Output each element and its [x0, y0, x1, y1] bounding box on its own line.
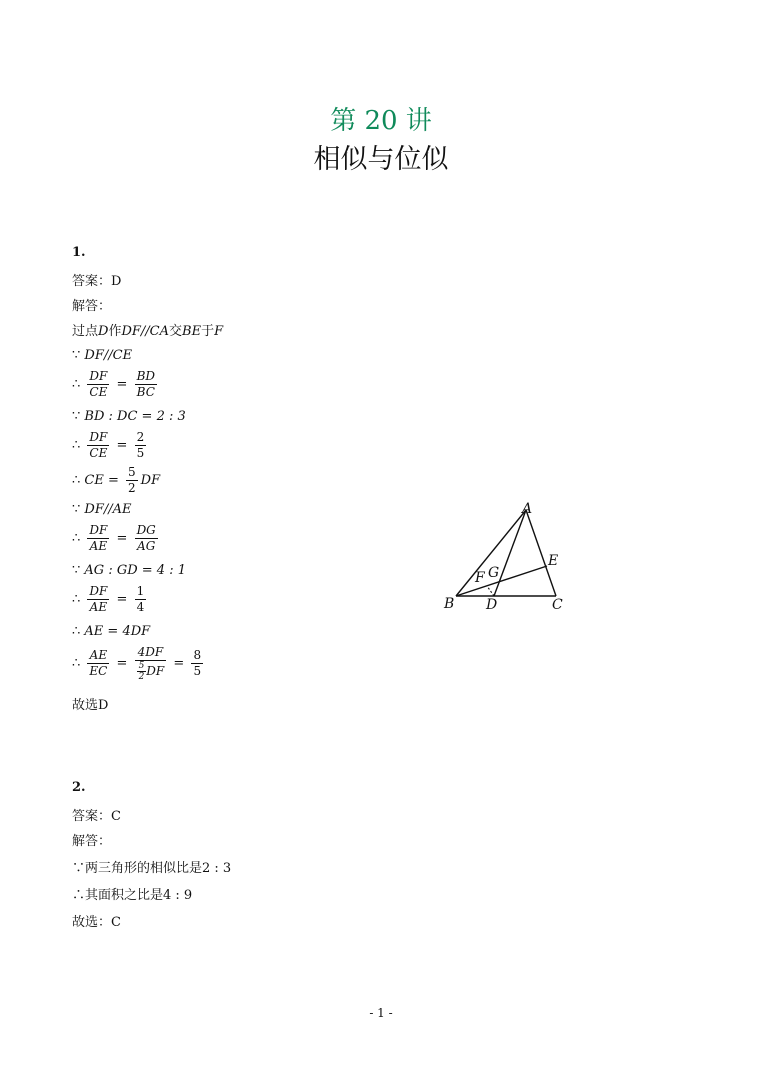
- numerator: BD: [136, 369, 156, 383]
- label-g: G: [488, 565, 500, 581]
- step-6: [72, 502, 132, 517]
- step-expr: DF//AE: [84, 502, 132, 517]
- question-1-answer: 答案：D: [72, 274, 122, 289]
- denominator: AE: [89, 539, 108, 553]
- step-expr: BD : DC = 2 : 3: [84, 409, 186, 424]
- fraction: [87, 523, 109, 554]
- numerator: 1: [136, 584, 145, 598]
- lecture-title: 相似与位似: [313, 144, 449, 175]
- numerator: 5: [128, 465, 136, 479]
- fraction: [87, 584, 109, 615]
- parallel-expr: DF//CA: [121, 324, 170, 339]
- step-rhs: DF: [140, 473, 161, 488]
- denominator: CE: [89, 446, 108, 460]
- numerator: 4DF: [135, 645, 167, 661]
- question-2-step-2: ∴其面积之比是4 : 9: [72, 888, 193, 903]
- numerator: DF: [89, 523, 108, 537]
- question-1-number: 1.: [72, 245, 86, 260]
- text: 于: [201, 324, 215, 339]
- point-f: F: [214, 324, 224, 339]
- step-lhs: CE =: [84, 473, 119, 488]
- numerator: 5: [138, 661, 145, 671]
- fraction: [135, 645, 167, 682]
- denominator: 4: [136, 600, 145, 614]
- equals: =: [116, 592, 128, 607]
- step-4: [72, 430, 149, 461]
- denominator: [135, 661, 167, 682]
- label-f: F: [475, 570, 485, 586]
- step-3: [72, 409, 186, 424]
- fraction: [135, 523, 158, 554]
- denominator: 2: [138, 672, 145, 682]
- segment-df-dashed: [487, 586, 494, 596]
- fraction: [135, 369, 157, 400]
- denominator: AG: [137, 539, 156, 553]
- text: 作: [108, 324, 122, 339]
- equals: =: [116, 377, 128, 392]
- therefore-symbol: ∴: [72, 531, 81, 546]
- segment-be: BE: [182, 324, 202, 339]
- step-5: [72, 465, 160, 496]
- step-9: [72, 584, 149, 615]
- nested-fraction: [137, 661, 147, 682]
- label-a: A: [522, 501, 533, 517]
- point-d: D: [98, 324, 109, 339]
- denominator: 2: [128, 481, 136, 495]
- equals: =: [116, 656, 128, 671]
- label-e: E: [548, 553, 559, 569]
- numerator: DF: [89, 584, 108, 598]
- numerator: 8: [193, 648, 202, 662]
- fraction: [87, 430, 109, 461]
- text: 过点: [72, 324, 99, 339]
- equals: =: [173, 656, 185, 671]
- question-2-conclusion: 故选：C: [72, 915, 121, 930]
- label-b: B: [444, 596, 455, 612]
- page-number: - 1 -: [369, 1006, 393, 1020]
- lecture-number: 第 20 讲: [330, 106, 432, 136]
- because-symbol: ∵: [72, 348, 81, 363]
- step-expr: AG : GD = 4 : 1: [84, 563, 186, 578]
- because-symbol: ∵: [72, 563, 81, 578]
- question-2-step-1: ∵两三角形的相似比是2 : 3: [72, 861, 232, 876]
- label-c: C: [552, 597, 563, 613]
- numerator: DF: [89, 430, 108, 444]
- numerator: DF: [89, 369, 108, 383]
- denominator: BC: [136, 385, 155, 399]
- segment-ad: [494, 510, 526, 596]
- denominator: CE: [89, 385, 108, 399]
- question-2-number: 2.: [72, 780, 86, 795]
- numerator: DG: [136, 523, 156, 537]
- numerator: AE: [87, 648, 109, 664]
- therefore-symbol: ∴: [72, 377, 81, 392]
- step-10: [72, 624, 150, 639]
- triangle-figure: [438, 498, 578, 616]
- fraction: [135, 430, 147, 461]
- segment-be: [456, 566, 547, 596]
- therefore-symbol: ∴: [72, 438, 81, 453]
- fraction: [191, 648, 203, 679]
- step-1: [72, 348, 132, 363]
- therefore-symbol: ∴: [72, 656, 81, 671]
- step-8: [72, 563, 186, 578]
- label-d: D: [486, 597, 498, 613]
- numerator: 2: [136, 430, 145, 444]
- equals: =: [116, 438, 128, 453]
- step-2: [72, 369, 160, 400]
- therefore-symbol: ∴: [72, 473, 81, 488]
- denominator-tail: DF: [146, 664, 165, 678]
- question-2-solution-label: 解答：: [72, 834, 112, 849]
- because-symbol: ∵: [72, 409, 81, 424]
- question-1-conclusion: 故选D: [72, 698, 109, 713]
- question-1-solution-label: 解答：: [72, 299, 112, 314]
- step-expr: AE = 4DF: [84, 624, 151, 639]
- because-symbol: ∵: [72, 502, 81, 517]
- denominator: 5: [193, 664, 202, 678]
- construction-line: [72, 320, 223, 339]
- therefore-symbol: ∴: [72, 592, 81, 607]
- segment-ba: [456, 510, 526, 596]
- fraction: [126, 465, 138, 496]
- fraction: [87, 648, 109, 679]
- question-2-answer: 答案：C: [72, 809, 121, 824]
- step-7: [72, 523, 161, 554]
- denominator: 5: [136, 446, 145, 460]
- step-expr: DF//CE: [84, 348, 133, 363]
- therefore-symbol: ∴: [72, 624, 81, 639]
- fraction: [135, 584, 147, 615]
- denominator: AE: [89, 600, 108, 614]
- equals: =: [116, 531, 128, 546]
- denominator: EC: [89, 664, 108, 678]
- text: 交: [169, 324, 183, 339]
- step-11: [72, 645, 206, 682]
- fraction: [87, 369, 109, 400]
